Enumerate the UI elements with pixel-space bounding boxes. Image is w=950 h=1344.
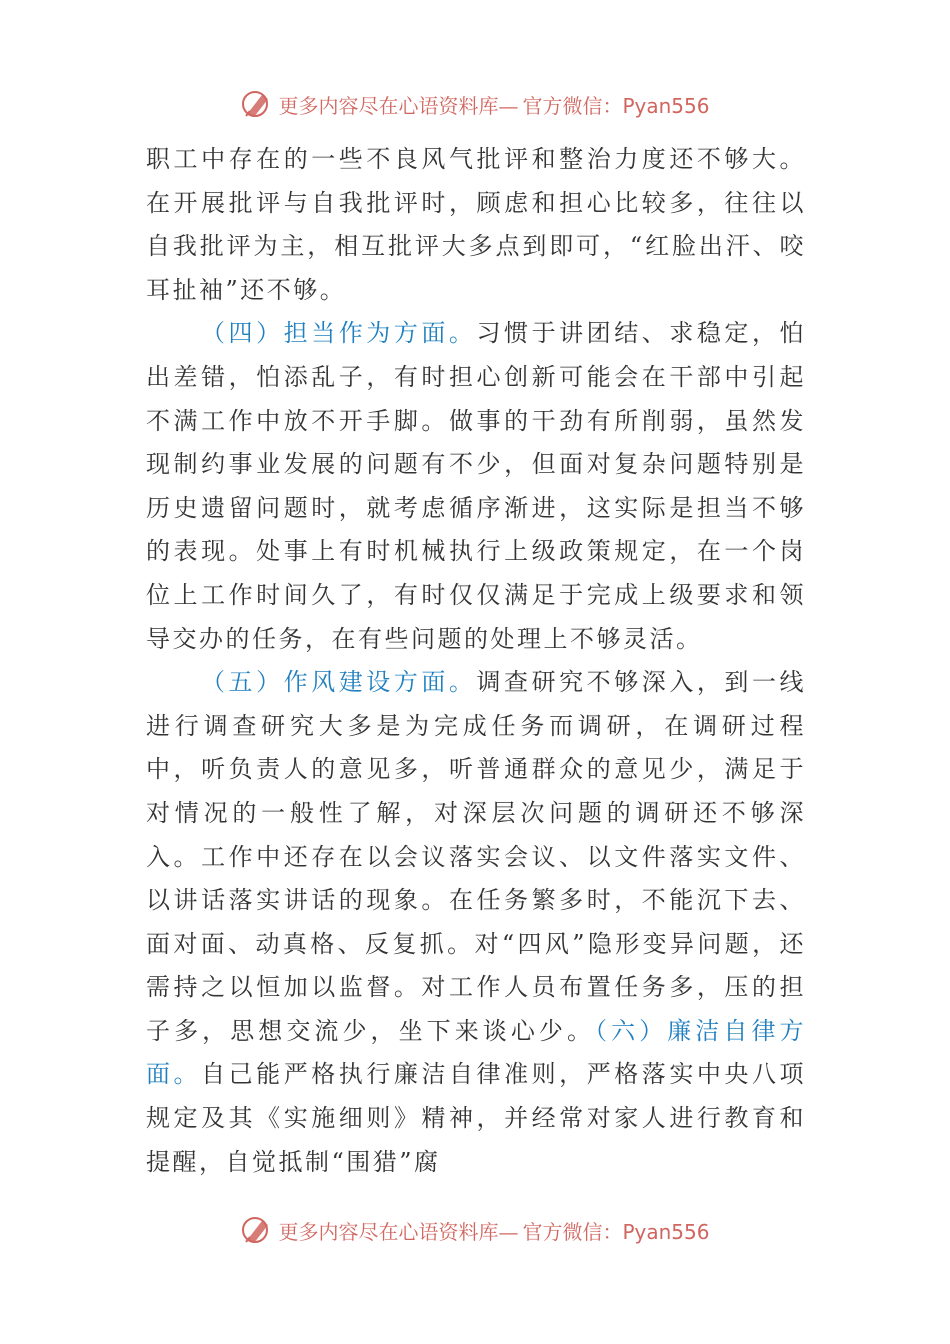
footer-banner-text: 更多内容尽在心语资料库— [278,1219,519,1244]
paragraph-1 [146,138,806,312]
pen-nib-logo-icon [240,1213,274,1247]
section-heading-4: （四）担当作为方面。 [201,319,477,348]
paragraph-2-text: 习惯于讲团结、求稳定，怕出差错，怕添乱子，有时担心创新可能会在干部中引起不满工作中放不开手脚。做事的干劲有所削弱，虽然发现制约事业发展的问题有不少，但面对复杂问题特别是历史遗留问题时，就考虑循序渐进，这实际是担当不够的表现。处事上有时机械执行上级政策规定，在一个岗位上工作时间久了，有时仅仅满足于完成上级要求和领导交办的任务，在有些问题的处理上不够灵活。 [146,319,807,653]
header-banner [0,84,950,124]
paragraph-1-text: 职工中存在的一些不良风气批评和整治力度还不够大。在开展批评与自我批评时，顾虑和担心比较多，往往以自我批评为主，相互批评大多点到即可，“红脸出汗、咬耳扯袖”还不够。 [146,145,806,304]
banner-wechat: 官方微信：Pyan556 [522,93,710,118]
section-heading-5: （五）作风建设方面。 [201,668,477,697]
paragraph-2 [146,312,806,661]
document-body [146,138,806,1184]
banner-text: 更多内容尽在心语资料库— [278,93,519,118]
paragraph-3-text-2: 自己能严格执行廉洁自律准则，严格落实中央八项规定及其《实施细则》精神，并经常对家人进行教育和提醒，自觉抵制“围猎”腐 [146,1060,807,1176]
footer-banner-wechat: 官方微信：Pyan556 [522,1219,710,1244]
section-heading-6: （六）廉洁自律方面。 [146,1016,807,1089]
paragraph-3-text: 调查研究不够深入，到一线进行调查研究大多是为完成任务而调研，在调研过程中，听负责人的意见多，听普通群众的意见少，满足于对情况的一般性了解，对深层次问题的调研还不够深入。工作中还存在以会议落实会议、以文件落实文件、以讲话落实讲话的现象。在任务繁多时，不能沉下去、面对面、动真格、反复抓。对“四风”隐形变异问题，还需持之以恒加以监督。对工作人员布置任务多，压的担子多，思想交流少，坐下来谈心少。 [146,668,807,1045]
pen-nib-logo-icon [240,87,274,121]
paragraph-3 [146,661,806,1184]
footer-banner [0,1210,950,1250]
